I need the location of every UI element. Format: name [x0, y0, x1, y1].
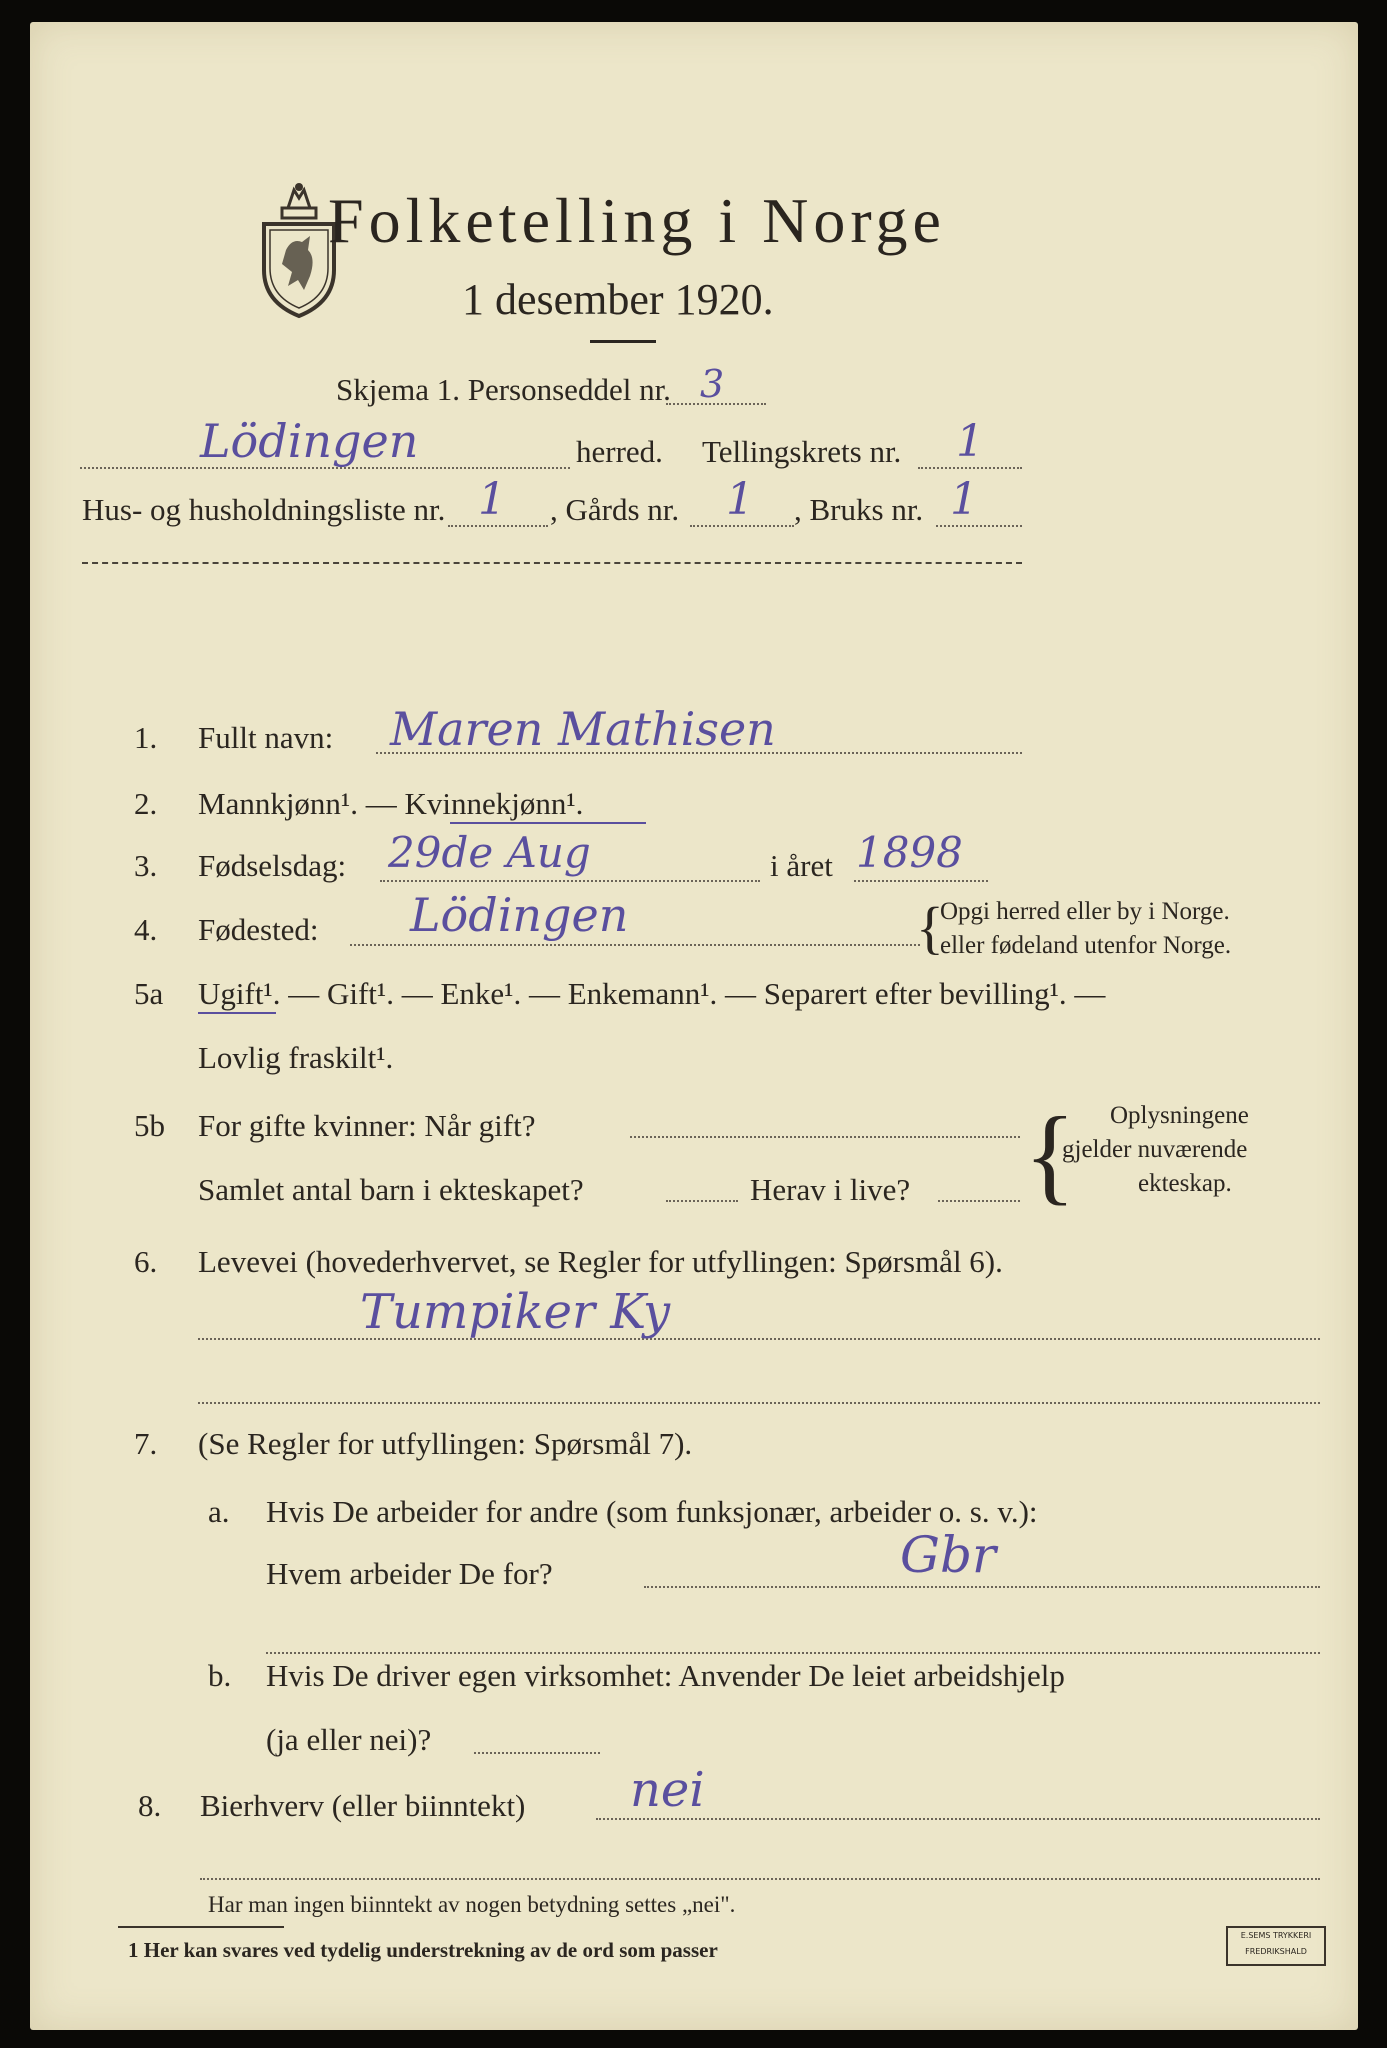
q2-underline	[450, 822, 646, 824]
q7-number: 7.	[134, 1426, 158, 1461]
q5b-brace: {	[1024, 1096, 1076, 1215]
footer-note: Har man ingen biinntekt av nogen betydning settes „nei".	[208, 1892, 736, 1917]
gards-dots	[690, 525, 794, 527]
q1-label: Fullt navn:	[198, 720, 334, 755]
tellingskrets-dots	[918, 467, 1022, 469]
q4-dots	[350, 944, 920, 946]
q7b-line-1: Hvis De driver egen virksomhet: Anvender De leiet arbeidshjelp	[266, 1658, 1065, 1693]
q6-number: 6.	[134, 1244, 158, 1279]
q3-number: 3.	[134, 848, 158, 883]
bruks-dots	[936, 525, 1022, 527]
skjema-value: 3	[700, 362, 725, 406]
q4-brace: {	[916, 895, 944, 960]
q7a-value: Gbr	[900, 1526, 996, 1584]
q3-value: 29de Aug	[388, 828, 591, 877]
q7-label: (Se Regler for utfyllingen: Spørsmål 7).	[198, 1426, 693, 1461]
q4-note-1: Opgi herred eller by i Norge.	[940, 898, 1230, 925]
q8-dots	[596, 1818, 1320, 1820]
q7a-dots	[644, 1586, 1320, 1588]
footnote: 1 Her kan svares ved tydelig understrekning av de ord som passer	[128, 1938, 718, 1962]
header-separator	[82, 562, 1022, 564]
printer-stamp: E.SEMS TRYKKERI FREDRIKSHALD	[1226, 1926, 1326, 1966]
q5a-number: 5a	[134, 976, 164, 1011]
hus-value: 1	[478, 474, 506, 525]
q6-label: Levevei (hovederhvervet, se Regler for utfyllingen: Spørsmål 6).	[198, 1244, 1003, 1279]
q4-note-2: eller fødeland utenfor Norge.	[940, 932, 1232, 959]
q1-value: Maren Mathisen	[390, 702, 776, 756]
q3-year-value: 1898	[856, 828, 963, 877]
hus-label: Hus- og husholdningsliste nr.	[82, 492, 446, 527]
q7b-letter: b.	[208, 1658, 232, 1693]
q8-answer-line	[200, 1878, 1320, 1880]
skjema-label: Skjema 1. Personseddel nr.	[336, 372, 671, 407]
footnote-separator	[118, 1926, 284, 1928]
q5b-line-2b: Herav i live?	[750, 1172, 911, 1207]
q3-year-dots	[854, 880, 988, 882]
bruks-label: , Bruks nr.	[794, 492, 924, 527]
q6-value: Tumpiker Ky	[360, 1284, 671, 1340]
q2-number: 2.	[134, 786, 158, 821]
q5b-note-3: ekteskap.	[1138, 1170, 1232, 1197]
q5b-dots-1	[630, 1136, 1020, 1138]
tellingskrets-label: Tellingskrets nr.	[702, 434, 902, 469]
herred-value: Lödingen	[200, 414, 419, 468]
q5b-number: 5b	[134, 1108, 165, 1143]
gards-value: 1	[726, 474, 754, 525]
q8-label: Bierhverv (eller biinntekt)	[200, 1788, 526, 1823]
q5a-underline	[198, 1012, 276, 1014]
q7a-answer-line	[266, 1652, 1320, 1654]
q5b-note-1: Oplysningene	[1110, 1102, 1249, 1129]
q5a-line-1: Ugift¹. — Gift¹. — Enke¹. — Enkemann¹. — Separert efter bevilling¹. —	[198, 976, 1106, 1011]
q7a-line-2: Hvem arbeider De for?	[266, 1556, 553, 1591]
q7a-letter: a.	[208, 1494, 230, 1529]
q3-label: Fødselsdag:	[198, 848, 347, 883]
q2-label: Mannkjønn¹. — Kvinnekjønn¹.	[198, 786, 584, 821]
q4-label: Fødested:	[198, 912, 319, 947]
form-title: Folketelling i Norge	[328, 185, 946, 256]
q8-number: 8.	[138, 1788, 162, 1823]
gards-label: , Gårds nr.	[550, 492, 680, 527]
q8-value: nei	[630, 1762, 705, 1818]
q4-value: Lödingen	[410, 888, 629, 942]
q5b-dots-3	[938, 1200, 1020, 1202]
q5b-dots-2	[666, 1200, 738, 1202]
hus-dots	[448, 525, 548, 527]
census-form	[30, 22, 1358, 2030]
q7a-line-1: Hvis De arbeider for andre (som funksjonær, arbeider o. s. v.):	[266, 1494, 1038, 1529]
q1-number: 1.	[134, 720, 158, 755]
herred-label: herred.	[576, 434, 663, 469]
q5a-line-2: Lovlig fraskilt¹.	[198, 1040, 394, 1075]
q7b-line-2: (ja eller nei)?	[266, 1722, 432, 1757]
q7b-dots	[474, 1752, 600, 1754]
q5b-line-2a: Samlet antal barn i ekteskapet?	[198, 1172, 584, 1207]
q3-dots	[380, 880, 760, 882]
bruks-value: 1	[950, 474, 978, 525]
form-date: 1 desember 1920.	[462, 275, 774, 324]
q3-year-label: i året	[770, 848, 833, 883]
q6-answer-line-2	[198, 1402, 1320, 1404]
q5b-note-2: gjelder nuværende	[1062, 1136, 1248, 1163]
q4-number: 4.	[134, 912, 158, 947]
title-divider	[590, 340, 656, 343]
tellingskrets-value: 1	[956, 416, 984, 467]
q5b-line-1: For gifte kvinner: Når gift?	[198, 1108, 536, 1143]
